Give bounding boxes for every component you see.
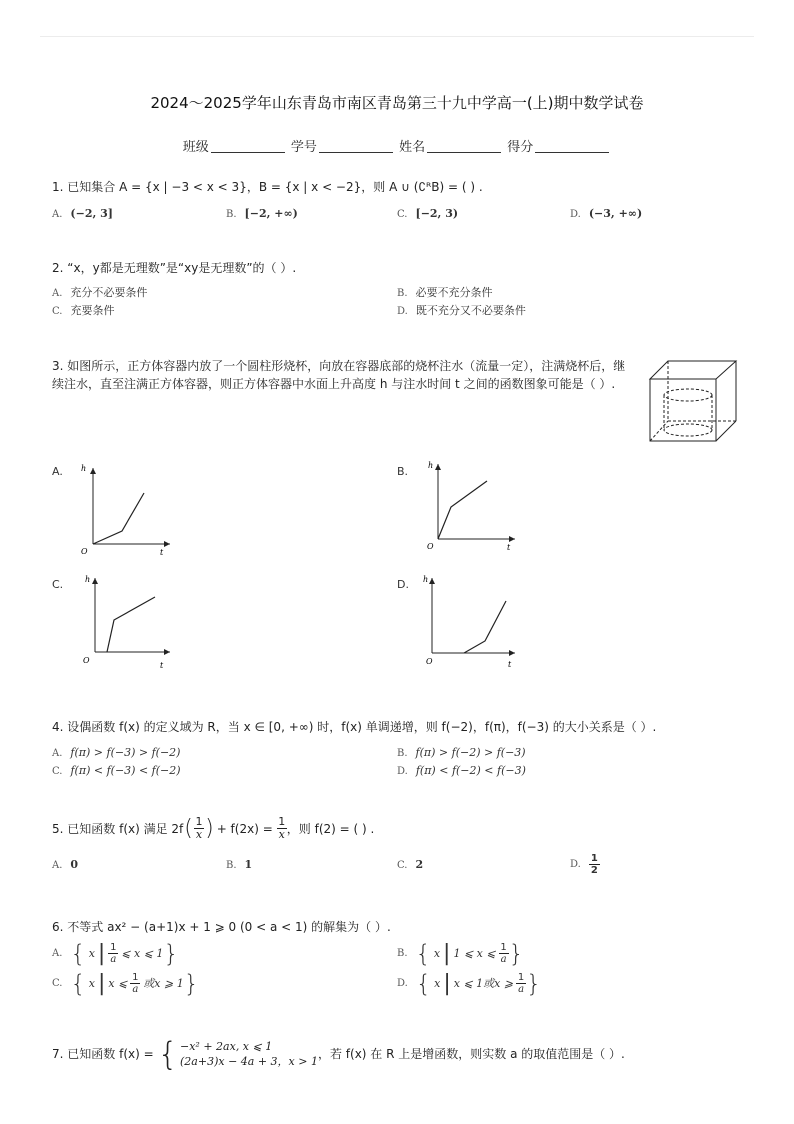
fraction-1-over-a: 1 a (517, 972, 525, 995)
origin-label: O (426, 657, 433, 666)
q3-graph-a[interactable] (66, 460, 176, 560)
question-stem: “x，y都是无理数”是“xy是无理数”的（ ）. (67, 261, 297, 275)
question-7: 7. 已知函数 f(x) = { −x² + 2ax, x ⩽ 1 (2a+3)x − 4a + 3，x > 1 ，若 f(x) 在 R 上是增函数，则实数 a 的取值范围是（ ）. (52, 1035, 625, 1073)
q5-option-c[interactable]: C. 2 (397, 858, 424, 871)
q6-option-b[interactable]: B. { x | 1 ⩽ x ⩽ 1 a } (397, 939, 524, 968)
axis-label-h: h (85, 575, 91, 584)
q3-graph-c[interactable] (66, 572, 176, 672)
q3-option-b-label[interactable]: B. (397, 465, 409, 478)
student-info-row (0, 136, 794, 155)
right-paren: ) (205, 815, 214, 841)
fraction-one-half: 1 2 (590, 853, 598, 876)
q5-option-d[interactable]: D. 1 2 (570, 853, 598, 876)
q4-option-c[interactable]: C. f(π) < f(−3) < f(−2) (52, 764, 181, 777)
field-class-label: 班级 (182, 140, 209, 155)
question-stem: 已知集合 A = {x | −3 < x < 3}，B = {x | x < −2}，则 A ∪ (∁ᴿB) = ( ) . (67, 180, 483, 194)
question-number: 4. (52, 720, 64, 734)
cube-with-cylinder-figure (646, 355, 744, 445)
q3-option-a-label[interactable]: A. (52, 465, 63, 478)
question-1 (52, 178, 483, 196)
axis-label-h: h (428, 461, 434, 470)
axis-label-t: t (508, 660, 512, 669)
field-score-label: 得分 (507, 140, 534, 155)
left-paren: ( (184, 815, 193, 841)
q6-option-c[interactable]: C. { x | x ⩽ 1 a 或x ⩾ 1 } (52, 969, 199, 998)
axis-label-h: h (81, 464, 87, 473)
axis-label-t: t (507, 543, 511, 552)
fraction-rhs: $\frac{1}{x}$ (278, 815, 286, 841)
question-3 (52, 357, 642, 393)
q2-option-b[interactable]: B. 必要不充分条件 (397, 286, 493, 299)
q4-option-a[interactable]: A. f(π) > f(−3) > f(−2) (52, 746, 181, 759)
q6-option-a[interactable]: A. { x | 1 a ⩽ x ⩽ 1 } (52, 939, 179, 968)
piecewise-brace: { (157, 1035, 179, 1073)
question-number: 6. (52, 920, 64, 934)
fraction-1-over-x: 1 x (195, 815, 203, 841)
q1-option-a[interactable]: A. (−2, 3] (52, 207, 113, 220)
question-stem-line-1: 3. 如图所示，正方体容器内放了一个圆柱形烧杯，向放在容器底部的烧杯注水（流量一定），注满烧杯后，继 (52, 359, 626, 373)
fraction-1-over-a: 1 a (500, 942, 507, 965)
origin-label: O (81, 547, 88, 556)
q3-graph-b[interactable] (411, 460, 521, 560)
q3-option-c-label[interactable]: C. (52, 578, 64, 591)
field-id-blank[interactable] (319, 140, 393, 153)
question-6 (52, 918, 391, 936)
origin-label: O (427, 542, 434, 551)
q5-option-b[interactable]: B. 1 (226, 858, 253, 871)
piecewise-cases: −x² + 2ax, x ⩽ 1 (2a+3)x − 4a + 3，x > 1 (180, 1040, 318, 1068)
q1-option-b[interactable]: B. [−2, +∞) (226, 207, 298, 220)
fraction-1-over-a: 1 a (110, 942, 117, 965)
top-rule (40, 36, 754, 37)
question-5: 5. 已知函数 f(x) 满足 2f ( 1 x ) + f(2x) = $\frac{1}{x}$ ，则 f(2) = ( ) . (52, 815, 375, 841)
fraction-1-over-a: 1 a (132, 972, 139, 995)
question-stem: 不等式 ax² − (a+1)x + 1 ⩾ 0 (0 < a < 1) 的解集为（ ）. (67, 920, 391, 934)
page-title: 2024～2025学年山东青岛市南区青岛第三十九中学高一(上)期中数学试卷 (150, 94, 644, 112)
axis-label-h: h (423, 575, 429, 584)
field-class-blank[interactable] (211, 140, 285, 153)
axis-label-t: t (160, 548, 164, 557)
q3-graph-d[interactable] (411, 572, 521, 672)
q3-option-d-label[interactable]: D. (397, 578, 409, 591)
field-id-label: 学号 (290, 140, 317, 155)
q6-option-d[interactable]: D. { x | x ⩽ 1或x ⩾ 1 a } (397, 969, 542, 998)
q2-option-c[interactable]: C. 充要条件 (52, 304, 115, 317)
q4-option-b[interactable]: B. f(π) > f(−2) > f(−3) (397, 746, 526, 759)
field-name-label: 姓名 (399, 140, 426, 155)
question-4 (52, 718, 656, 736)
origin-label: O (83, 656, 90, 665)
question-number: 1. (52, 180, 64, 194)
q2-option-d[interactable]: D. 既不充分又不必要条件 (397, 304, 526, 317)
question-stem: 设偶函数 f(x) 的定义域为 R，当 x ∈ [0, +∞) 时，f(x) 单调递增，则 f(−2)，f(π)，f(−3) 的大小关系是（ ）. (67, 720, 657, 734)
field-name-blank[interactable] (427, 140, 501, 153)
q2-option-a[interactable]: A. 充分不必要条件 (52, 286, 148, 299)
q1-option-c[interactable]: C. [−2, 3) (397, 207, 459, 220)
q4-option-d[interactable]: D. f(π) < f(−2) < f(−3) (397, 764, 526, 777)
question-number: 2. (52, 261, 64, 275)
axis-label-t: t (160, 661, 164, 670)
question-stem-line-2: 续注水，直至注满正方体容器，则正方体容器中水面上升高度 h 与注水时间 t 之间的函数图象可能是（ ）. (52, 377, 616, 391)
q1-option-d[interactable]: D. (−3, +∞) (570, 207, 643, 220)
q5-option-a[interactable]: A. 0 (52, 858, 79, 871)
field-score-blank[interactable] (535, 140, 609, 153)
question-2 (52, 259, 296, 277)
